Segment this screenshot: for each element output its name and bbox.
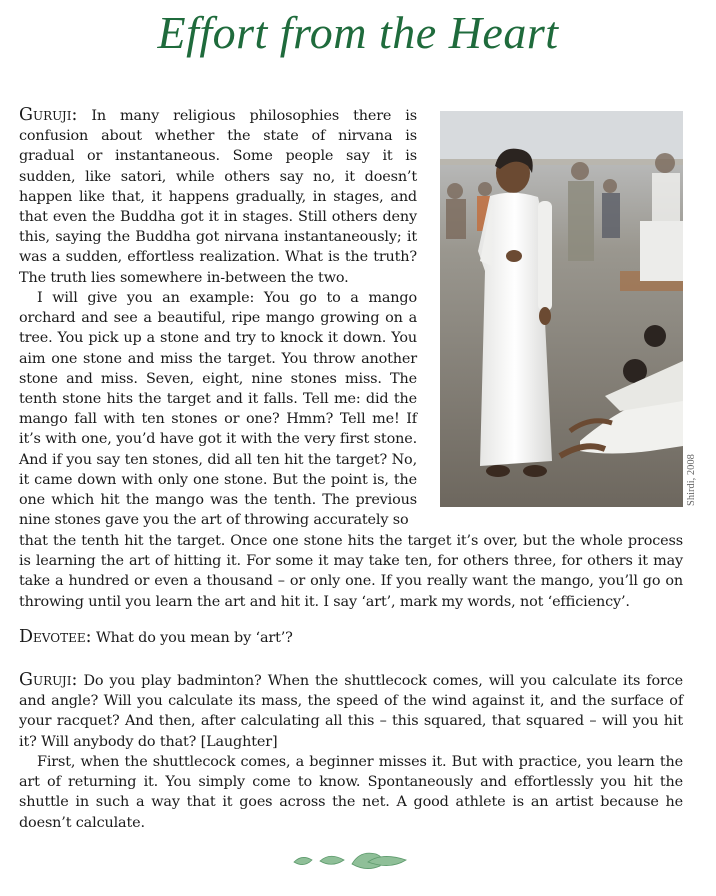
paragraph-badminton-practice: First, when the shuttlecock comes, a beginner misses it. But with practice, you learn the art of returning it. You simply come to know. Spontaneously and effortlessly you hit the shuttle in such a way that it goes across the net. A good athlete is an artist because he doesn’t calculate. (19, 754, 683, 831)
paragraph-guruji-1 (19, 105, 417, 288)
paragraph-mango-example: I will give you an example: You go to a mango orchard and see a beautiful, ripe mango growing on a tree. You pick up a stone and try to knock it down. You aim one stone and miss the target. You throw another stone and miss. Seven, eight, nine stones miss. The tenth stone hits the target and it falls. Tell me: did the mango fall with ten stones or one? Hmm? Tell me! If it’s with one, you’d have got it with the very first stone. And if you say ten stones, did all ten hit the target? No, it came down with only one stone. But the point is, the one which hit the mango was the tenth. The previous nine stones gave you the art of throwing accurately so (19, 290, 417, 529)
leaf-ornament (290, 846, 410, 872)
speaker-label: Guruji: (19, 670, 78, 690)
paragraph-text: Do you play badminton? When the shuttlecock comes, will you calculate its force and angle? Will you calculate its mass, the speed of the wind against it, and the surface of your racquet? And then, after calculating all this – this squared, that squared – will you hit it? Will anybody do that? [Laughter] (19, 673, 683, 750)
speaker-label: Devotee: (19, 627, 92, 647)
photo-caption: Shirdi, 2008 (686, 454, 697, 506)
leaf-ornament-icon (290, 846, 410, 872)
paragraph-devotee-question (19, 627, 683, 648)
paragraph-mango-continued: that the tenth hit the target. Once one stone hits the target it’s over, but the whole process is learning the art of hitting it. For some it may take ten, for others three, for others it may take a hundred or even a thousand – or only one. If you really want the mango, you’ll go on throwing until you learn the art and hit it. I say ‘art’, mark my words, not ‘efficiency’. (19, 533, 683, 610)
speaker-label: Guruji: (19, 105, 78, 125)
paragraph-text: In many religious philosophies there is confusion about whether the state of nirvana is gradual or instantaneous. Some people say it is sudden, like satori, while others say no, it doesn’t happen like that, it happens gradually, in stages, and that even the Buddha got it in stages. Still others deny this, saying the Buddha got nirvana instantaneously; it was a sudden, effortless realization. What is the truth? The truth lies somewhere in-between the two. (19, 108, 417, 286)
page-title: Effort from the Heart (157, 7, 559, 58)
paragraph-text: What do you mean by ‘art’? (91, 630, 293, 646)
photo-illustration (440, 111, 683, 507)
guruji-photo (440, 111, 683, 507)
paragraph-guruji-badminton (19, 670, 683, 752)
